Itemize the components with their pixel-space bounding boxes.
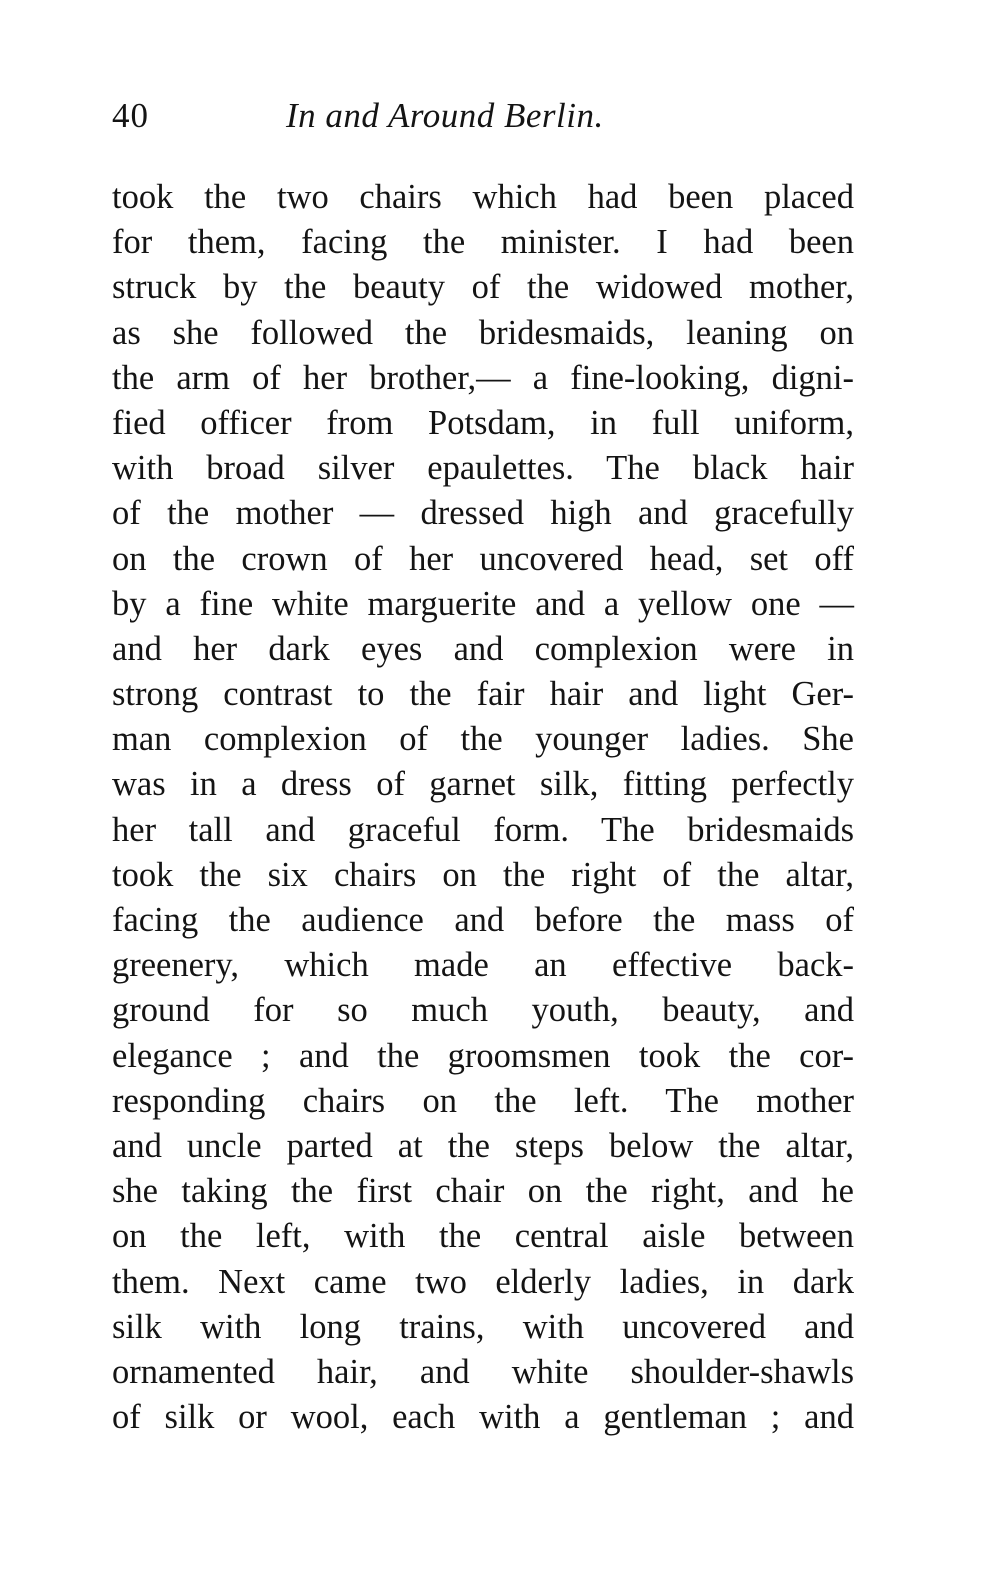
- text-line: greenery, which made an effective back-: [112, 946, 854, 985]
- text-line: took the two chairs which had been placed: [112, 178, 854, 216]
- text-line: and her dark eyes and complexion were in: [112, 629, 854, 668]
- text-line: as she followed the bridesmaids, leaning on: [112, 313, 854, 352]
- text-line: man complexion of the younger ladies. She: [112, 720, 854, 759]
- text-line: with broad silver epaulettes. The black hair: [112, 449, 854, 488]
- text-line: silk with long trains, with uncovered and: [112, 1307, 854, 1346]
- text-line: responding chairs on the left. The mother: [112, 1081, 854, 1120]
- text-line: ground for so much youth, beauty, and: [112, 991, 854, 1030]
- text-line: elegance ; and the groomsmen took the cor-: [112, 1036, 854, 1075]
- text-line: on the left, with the central aisle between: [112, 1217, 854, 1256]
- text-line: for them, facing the minister. I had been: [112, 223, 854, 262]
- text-line: took the six chairs on the right of the altar,: [112, 855, 854, 894]
- running-head: [112, 96, 872, 146]
- text-line: and uncle parted at the steps below the altar,: [112, 1126, 854, 1165]
- page-number: 40: [112, 96, 149, 135]
- text-line: of the mother — dressed high and gracefully: [112, 494, 854, 533]
- text-line: by a fine white marguerite and a yellow one —: [112, 584, 854, 623]
- text-line: fied officer from Potsdam, in full uniform,: [112, 403, 854, 442]
- text-line: ornamented hair, and white shoulder-shawls: [112, 1352, 854, 1391]
- text-line: struck by the beauty of the widowed mother,: [112, 268, 854, 307]
- text-line: on the crown of her uncovered head, set off: [112, 539, 854, 578]
- text-line: her tall and graceful form. The bridesmaids: [112, 810, 854, 849]
- text-line: she taking the first chair on the right, and he: [112, 1172, 854, 1211]
- text-line: them. Next came two elderly ladies, in dark: [112, 1262, 854, 1301]
- text-line: was in a dress of garnet silk, fitting perfectly: [112, 765, 854, 804]
- text-line: facing the audience and before the mass of: [112, 901, 854, 939]
- body-text: [112, 175, 854, 1440]
- text-line: of silk or wool, each with a gentleman ; and: [112, 1398, 854, 1437]
- text-line: strong contrast to the fair hair and light Ger-: [112, 675, 854, 714]
- running-title: In and Around Berlin.: [286, 96, 604, 135]
- text-line: the arm of her brother,— a fine-looking, digni-: [112, 358, 854, 397]
